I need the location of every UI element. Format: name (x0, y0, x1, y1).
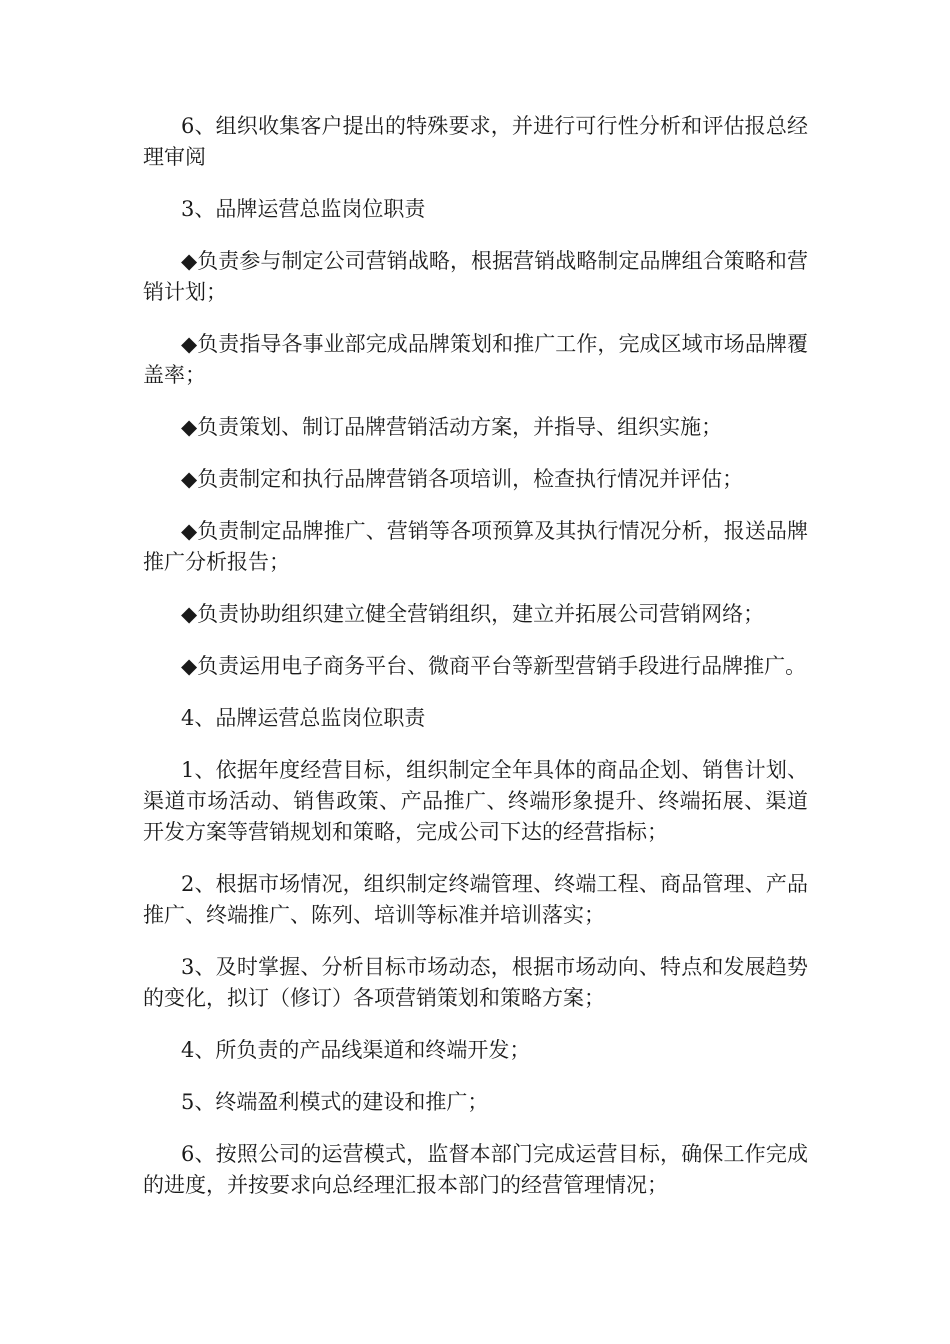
numbered-item-6-supervision: 6、按照公司的运营模式，监督本部门完成运营目标，确保工作完成的进度，并按要求向总经理汇报本部门的经营管理情况； (143, 1142, 808, 1197)
numbered-item-5-profit-model: 5、终端盈利模式的建设和推广； (181, 1090, 489, 1114)
document-body (143, 111, 808, 1222)
numbered-item-2-standards: 2、根据市场情况，组织制定终端管理、终端工程、商品管理、产品推广、终端推广、陈列、培训等标准并培训落实； (143, 872, 808, 927)
bullet-item-training: ◆负责制定和执行品牌营销各项培训，检查执行情况并评估； (181, 467, 744, 491)
bullet-item-marketing-strategy: ◆负责参与制定公司营销战略，根据营销战略制定品牌组合策略和营销计划； (143, 249, 808, 304)
numbered-item-3-market-analysis: 3、及时掌握、分析目标市场动态，根据市场动向、特点和发展趋势的变化，拟订（修订）各项营销策划和策略方案； (143, 955, 808, 1010)
bullet-item-activity-plan: ◆负责策划、制订品牌营销活动方案，并指导、组织实施； (181, 415, 723, 439)
bullet-item-budget: ◆负责制定品牌推广、营销等各项预算及其执行情况分析，报送品牌推广分析报告； (143, 519, 808, 574)
numbered-item-1-planning: 1、依据年度经营目标，组织制定全年具体的商品企划、销售计划、渠道市场活动、销售政策、产品推广、终端形象提升、终端拓展、渠道开发方案等营销规划和策略，完成公司下达的经营指标； (143, 758, 808, 844)
section-heading-4-brand-director-duties: 4、品牌运营总监岗位职责 (181, 706, 426, 730)
bullet-item-brand-promotion: ◆负责指导各事业部完成品牌策划和推广工作，完成区域市场品牌覆盖率； (143, 332, 808, 387)
bullet-item-ecommerce: ◆负责运用电子商务平台、微商平台等新型营销手段进行品牌推广。 (181, 654, 807, 678)
paragraph-item-6-report: 6、组织收集客户提出的特殊要求，并进行可行性分析和评估报总经理审阅 (143, 114, 808, 169)
section-heading-3-brand-director-duties: 3、品牌运营总监岗位职责 (181, 197, 426, 221)
numbered-item-4-channel-development: 4、所负责的产品线渠道和终端开发； (181, 1038, 531, 1062)
bullet-item-network: ◆负责协助组织建立健全营销组织，建立并拓展公司营销网络； (181, 602, 765, 626)
